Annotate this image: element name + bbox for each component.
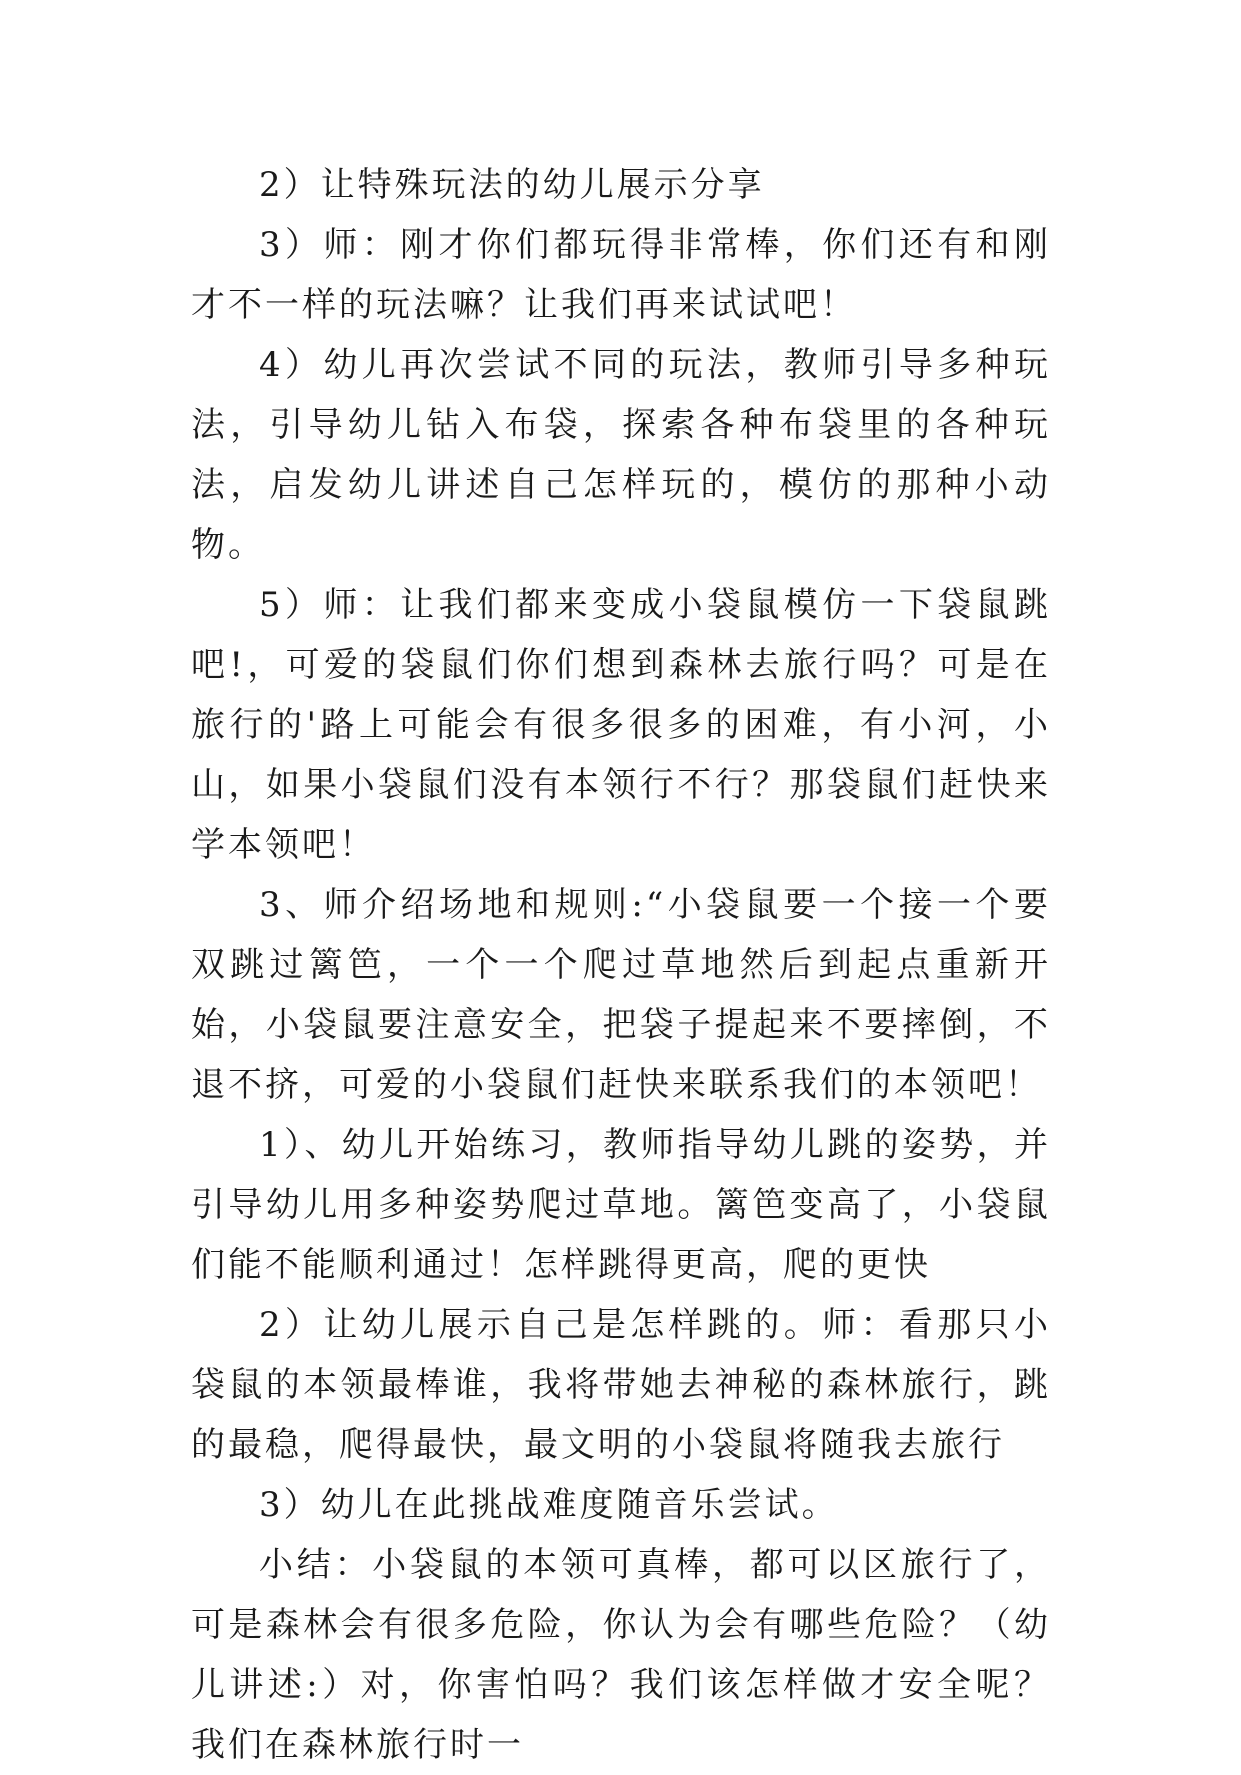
document-body [191,155,1051,1775]
paragraph-2: 3）师：刚才你们都玩得非常棒，你们还有和刚才不一样的玩法嘛？让我们再来试试吧！ [191,225,1051,325]
paragraph-9: 小结：小袋鼠的本领可真棒，都可以区旅行了，可是森林会有很多危险，你认为会有哪些危险？（幼儿讲述:）对，你害怕吗？我们该怎样做才安全呢？我们在森林旅行时一 [191,1545,1051,1765]
paragraph-3: 4）幼儿再次尝试不同的玩法，教师引导多种玩法，引导幼儿钻入布袋，探索各种布袋里的各种玩法，启发幼儿讲述自己怎样玩的，模仿的那种小动物。 [191,345,1051,565]
paragraph-6: 1）、幼儿开始练习，教师指导幼儿跳的姿势，并引导幼儿用多种姿势爬过草地。篱笆变高了，小袋鼠们能不能顺利通过！怎样跳得更高，爬的更快 [191,1125,1051,1285]
paragraph-1: 2）让特殊玩法的幼儿展示分享 [259,165,765,205]
paragraph-7: 2）让幼儿展示自己是怎样跳的。师：看那只小袋鼠的本领最棒谁，我将带她去神秘的森林旅行，跳的最稳，爬得最快，最文明的小袋鼠将随我去旅行 [191,1305,1051,1465]
paragraph-5: 3、师介绍场地和规则:“小袋鼠要一个接一个要双跳过篱笆，一个一个爬过草地然后到起点重新开始，小袋鼠要注意安全，把袋子提起来不要摔倒，不退不挤，可爱的小袋鼠们赶快来联系我们的本领吧！ [191,885,1051,1105]
paragraph-8: 3）幼儿在此挑战难度随音乐尝试。 [259,1485,839,1525]
paragraph-4: 5）师：让我们都来变成小袋鼠模仿一下袋鼠跳吧!，可爱的袋鼠们你们想到森林去旅行吗？可是在旅行的'路上可能会有很多很多的困难，有小河，小山，如果小袋鼠们没有本领行不行？那袋鼠们赶快来学本领吧！ [191,585,1051,865]
